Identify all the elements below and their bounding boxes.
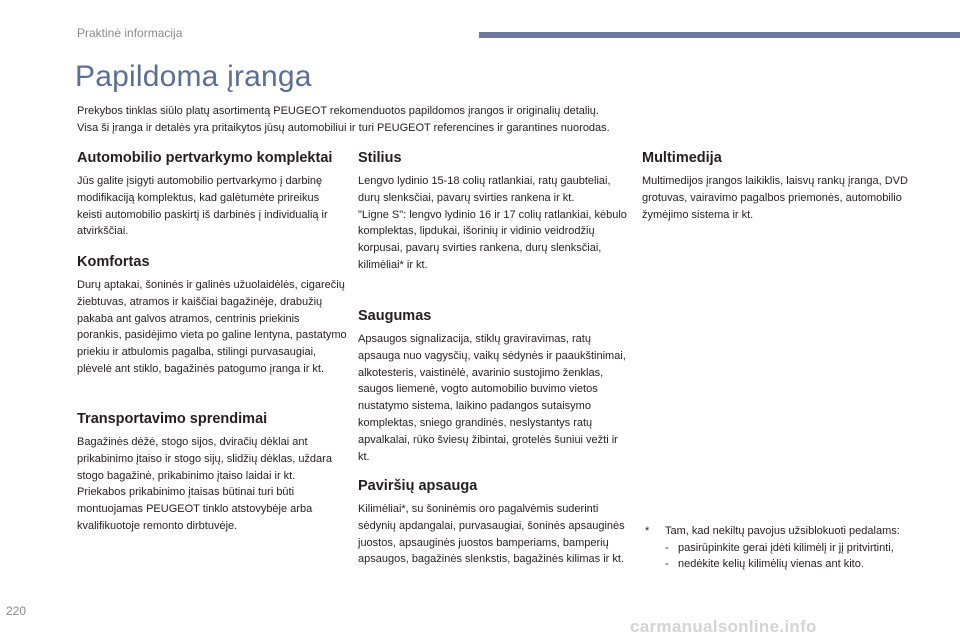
intro-line-2: Visa ši įranga ir detalės yra pritaikytos jūsų automobiliui ir turi PEUGEOT referencines ir garantines nuorodas. xyxy=(77,122,610,134)
section-heading: Stilius xyxy=(358,150,402,166)
section-text: Multimedijos įrangos laikiklis, laisvų rankų įranga, DVD grotuvas, vairavimo pagalbos priemonės, automobilio žymėjimo sistema ir kt. xyxy=(642,175,908,221)
section-text: Bagažinės dėžė, stogo sijos, dviračių dėklai ant prikabinimo įtaiso ir stogo sijų, slidžių dėklas, uždara stogo bagažinė, prikabinimo įtaiso laidai ir kt. xyxy=(77,436,332,482)
header-bar xyxy=(479,32,960,38)
section-heading: Multimedija xyxy=(642,150,722,166)
section-conversion xyxy=(77,149,347,240)
bullet-text: nedėkite kelių kilimėlių vienas ant kito. xyxy=(678,558,864,570)
section-text: Jūs galite įsigyti automobilio pertvarkymo į darbinę modifikaciją komplektus, kad galėtumėte prireikus keisti automobilio paskirtį iš darbinės į individualią ir atvirkščiai. xyxy=(77,175,328,238)
section-text: Durų aptakai, šoninės ir galinės užuolaidėlės, cigarečių žiebtuvas, atramos ir kaiščiai bagažinėje, drabužių pakaba ant galvos atramos, centrinis priekinis porankis, pasidėjimo vieta po galine lentyna, pastatymo priekiu ir atbulomis pagalba, stilingi purvasaugiai, plėvelė ant stiklo, bagažinės patogumo įranga ir kt. xyxy=(77,279,347,375)
page-title: Papildoma įranga xyxy=(75,60,312,93)
watermark: carmanualsonline.info xyxy=(630,617,817,636)
intro-text xyxy=(77,103,837,137)
page-number: 220 xyxy=(6,604,27,618)
footnote-intro xyxy=(645,523,915,540)
section-heading: Automobilio pertvarkymo komplektai xyxy=(77,150,333,166)
section-heading: Transportavimo sprendimai xyxy=(77,411,268,427)
bullet-dash: - xyxy=(665,558,669,570)
section-text: Apsaugos signalizacija, stiklų graviravimas, ratų apsauga nuo vagysčių, vaikų sėdynės ir paaukštinimai, alkotesteris, vaistinėlė, avarinio sustojimo ženklas, saugos liemenė, vogto automobilio buvimo vietos nustatymo sistema, laikino padangos sutaisymo komplektas, sniego grandinės, neslystantys ratų apvalkalai, rūko šviesų žibintai, grotelės šuniui vežti ir kt. xyxy=(358,333,626,463)
section-text: Kilimėliai*, su šoninėmis oro pagalvėmis suderinti sėdynių apdangalai, purvasaugiai, šoninės apsauginės juostos, apsauginės juostos bamperiams, bamperių apsaugos, bagažinės slenkstis, bagažinės kilimas ir kt. xyxy=(358,503,625,566)
intro-line-1: Prekybos tinklas siūlo platų asortimentą PEUGEOT rekomenduotos papildomos įrangos ir originalių detalių. xyxy=(77,105,599,117)
footnote-bullet xyxy=(645,540,915,557)
footnote-marker: * xyxy=(645,525,650,537)
section-label: Praktinė informacija xyxy=(77,26,183,40)
section-comfort xyxy=(77,253,347,378)
bullet-text: pasirūpinkite gerai įdėti kilimėlį ir jį pritvirtinti, xyxy=(678,541,894,554)
section-safety xyxy=(358,307,628,465)
section-style xyxy=(358,149,628,274)
section-heading: Saugumas xyxy=(358,308,432,324)
section-multimedia xyxy=(642,149,912,223)
footnote xyxy=(645,523,915,573)
section-text-2: Priekabos prikabinimo įtaisas būtinai turi būti montuojamas PEUGEOT tinklo atstovybėje arba kvalifikuotoje remonto dirbtuvėje. xyxy=(77,486,313,532)
bullet-dash: - xyxy=(665,541,669,554)
section-text: Lengvo lydinio 15-18 colių ratlankiai, ratų gaubteliai, durų slenksčiai, pavarų svirties rankena ir kt. xyxy=(358,175,611,204)
section-heading: Paviršių apsauga xyxy=(358,478,478,494)
section-heading: Komfortas xyxy=(77,254,150,270)
section-transport xyxy=(77,410,347,535)
section-surface xyxy=(358,477,628,568)
footnote-text: Tam, kad nekiltų pavojus užsiblokuoti pedalams: xyxy=(665,525,900,537)
section-text-2: "Ligne S": lengvo lydinio 16 ir 17 colių ratlankiai, kėbulo komplektas, lipdukai, išorinių ir vidinio veidrodžių korpusai, pavarų svirties rankena, durų slenksčiai, kilimėliai* ir kt. xyxy=(358,208,627,271)
footnote-bullet xyxy=(645,556,915,573)
